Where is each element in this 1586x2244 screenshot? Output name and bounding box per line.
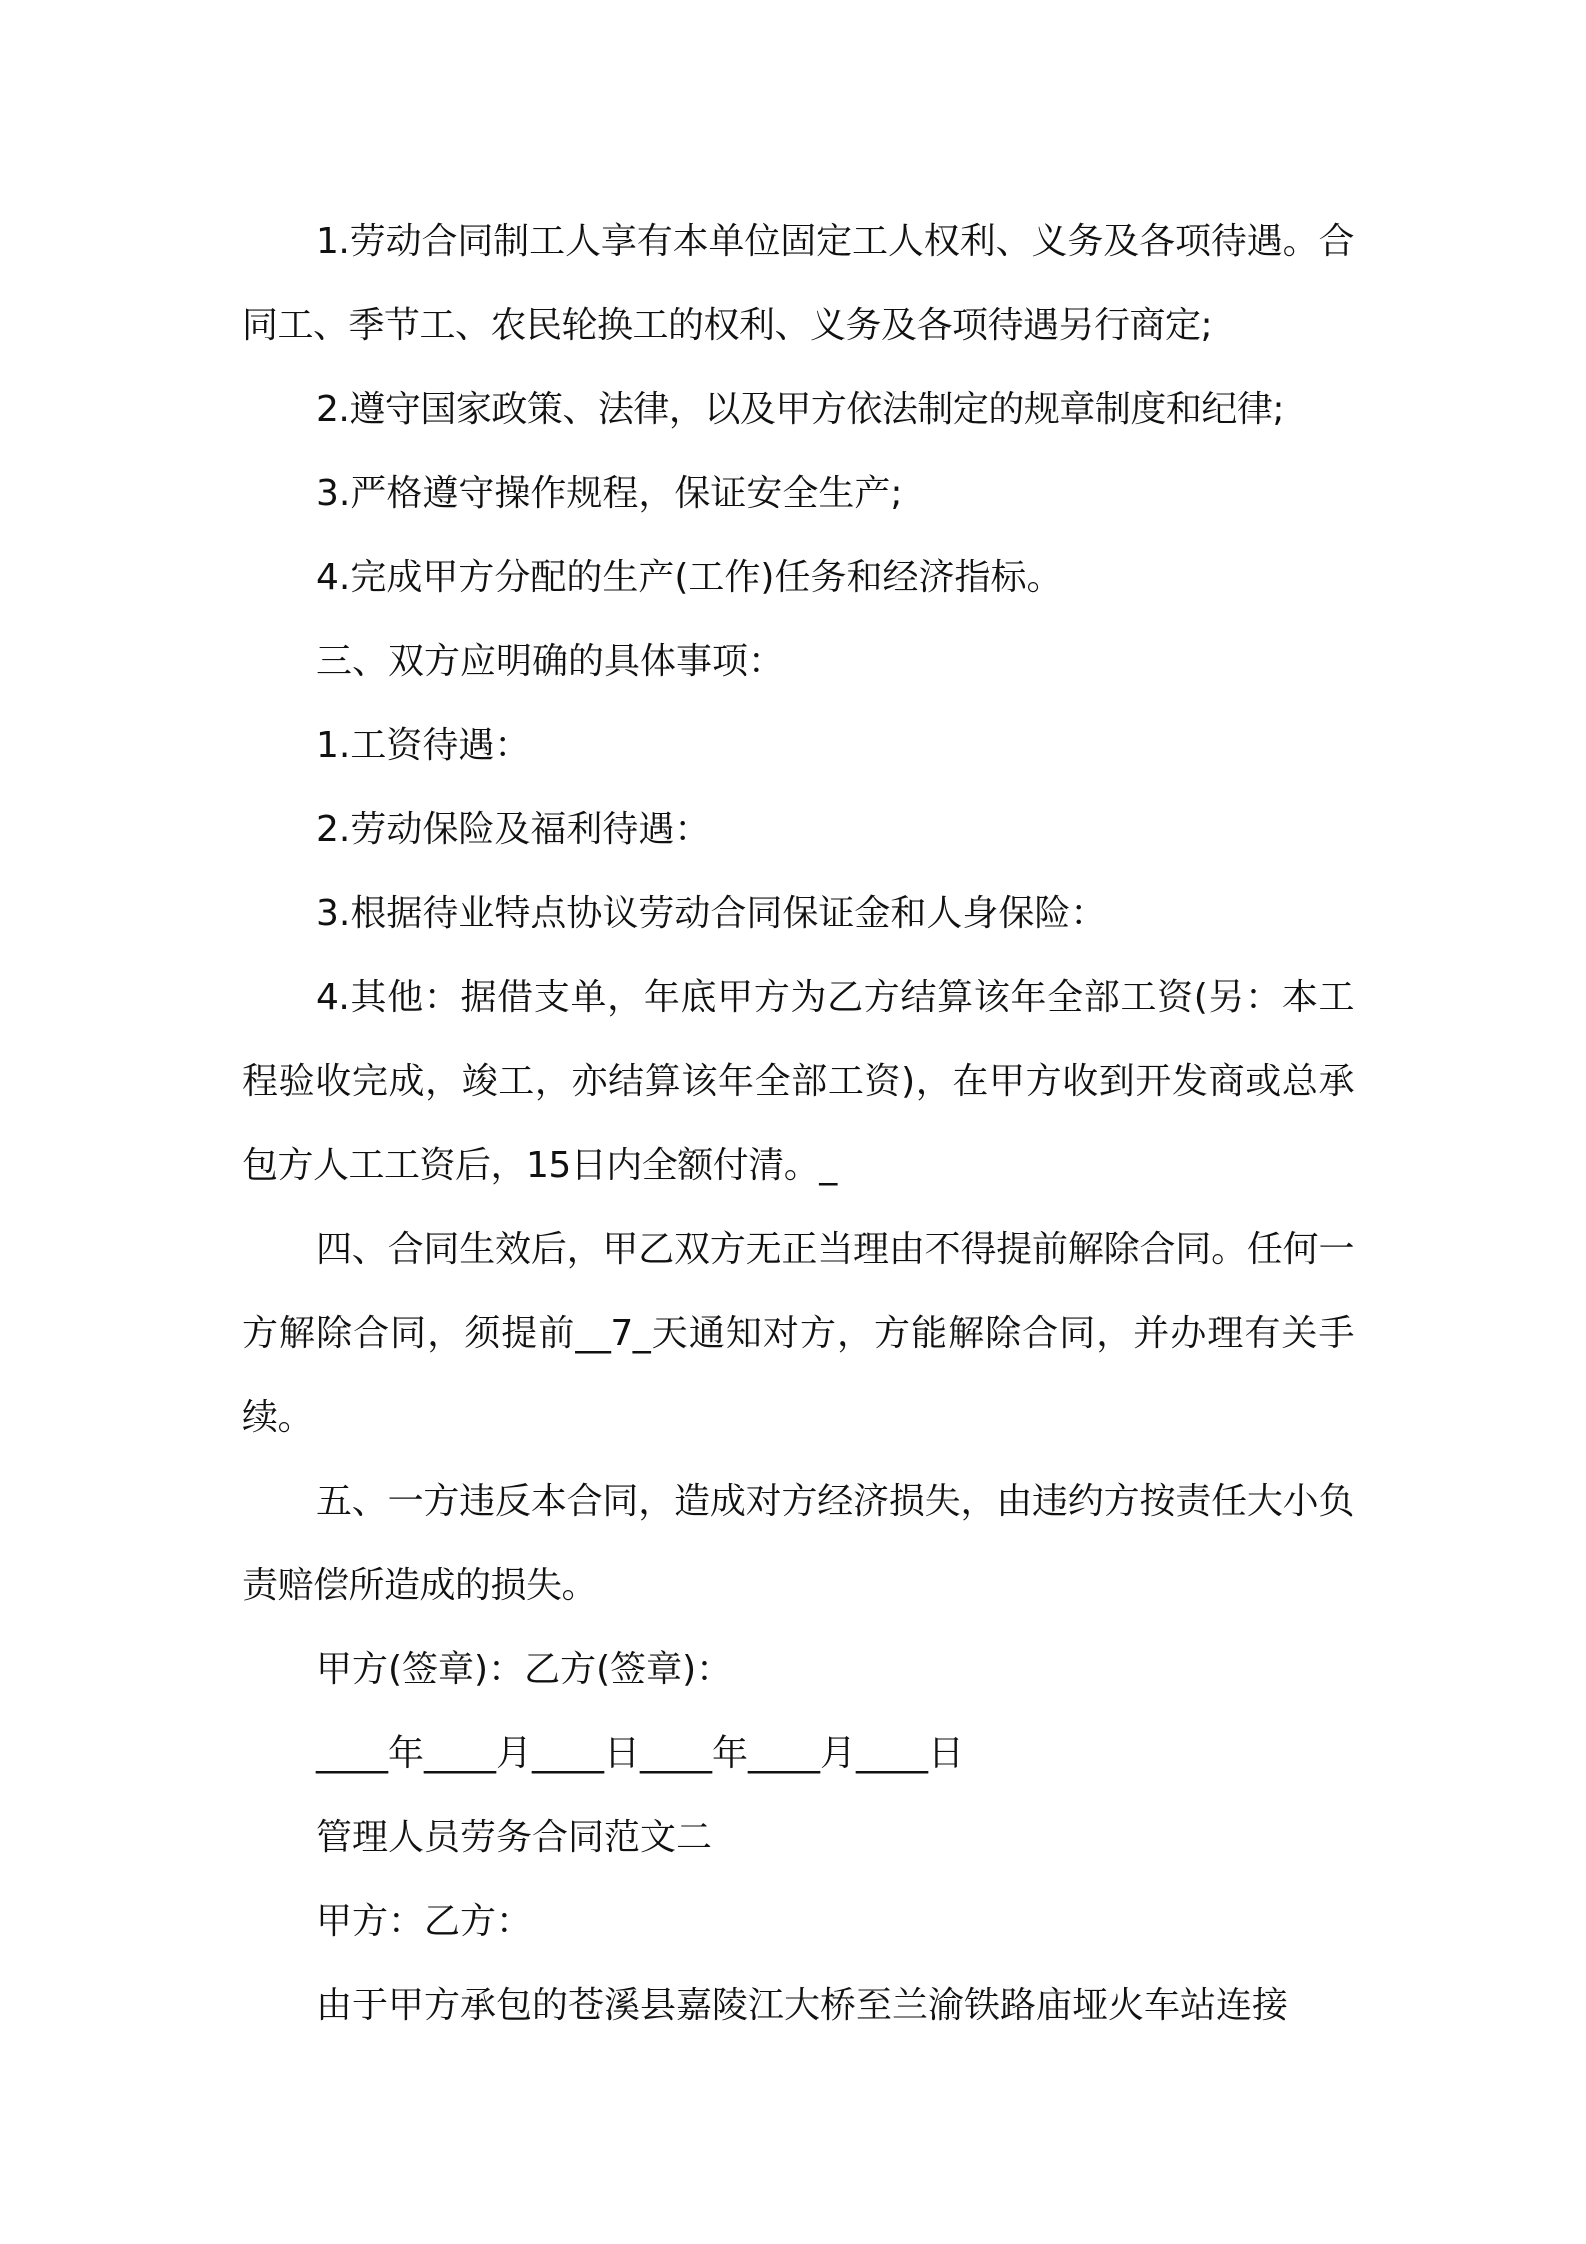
- signature-line: 甲方(签章)：乙方(签章)：: [316, 1649, 733, 1690]
- document-body: [242, 200, 1354, 2048]
- section-5-liability: 五、一方违反本合同，造成对方经济损失，由违约方按责任大小负责赔偿所造成的损失。: [242, 1481, 1354, 1606]
- document-subtitle: 管理人员劳务合同范文二: [316, 1817, 713, 1858]
- paragraph-deposit: 3.根据待业特点协议劳动合同保证金和人身保险：: [316, 893, 1107, 934]
- section-heading-3: 三、双方应明确的具体事项：: [316, 641, 785, 682]
- parties-line: 甲方：乙方：: [316, 1901, 533, 1942]
- paragraph-worker-rights: 1.劳动合同制工人享有本单位固定工人权利、义务及各项待遇。合同工、季节工、农民轮换工的权利、义务及各项待遇另行商定;: [242, 221, 1354, 346]
- paragraph-other: 4.其他：据借支单，年底甲方为乙方结算该年全部工资(另：本工程验收完成，竣工，亦结算该年全部工资)，在甲方收到开发商或总承包方人工工资后，15日内全额付清。_: [242, 977, 1354, 1186]
- paragraph-wages: 1.工资待遇：: [316, 725, 531, 766]
- section-4-termination: 四、合同生效后，甲乙双方无正当理由不得提前解除合同。任何一方解除合同，须提前__7_天通知对方，方能解除合同，并办理有关手续。: [242, 1229, 1354, 1438]
- paragraph-obey-laws: 2.遵守国家政策、法律，以及甲方依法制定的规章制度和纪律;: [316, 389, 1284, 430]
- date-line: ____年____月____日____年____月____日: [316, 1733, 965, 1774]
- paragraph-tasks: 4.完成甲方分配的生产(工作)任务和经济指标。: [316, 557, 1063, 598]
- paragraph-project-intro: 由于甲方承包的苍溪县嘉陵江大桥至兰渝铁路庙垭火车站连接: [316, 1985, 1289, 2026]
- paragraph-insurance: 2.劳动保险及福利待遇：: [316, 809, 711, 850]
- paragraph-safety: 3.严格遵守操作规程，保证安全生产;: [316, 473, 903, 514]
